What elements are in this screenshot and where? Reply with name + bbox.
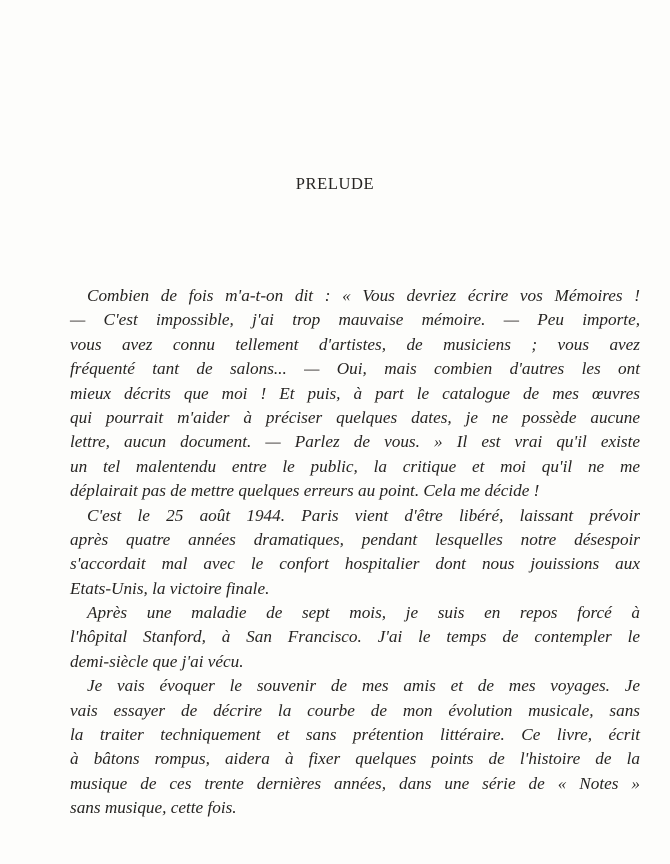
text-line: Combien de fois m'a-t-on dit : « Vous devriez écrire vos Mémoires ! [87,286,640,305]
text-line: à bâtons rompus, aidera à fixer quelques points de l'histoire de la [70,749,640,769]
text-line: Après une maladie de sept mois, je suis en repos forcé à [87,603,640,623]
text-line: après quatre années dramatiques, pendant lesquelles notre désespoir [70,529,640,549]
text-line: Je vais évoquer le souvenir de mes amis et de mes voyages. Je [87,676,640,696]
text-line: qui pourrait m'aider à préciser quelques dates, je ne possède aucune [70,407,640,427]
text-line: déplairait pas de mettre quelques erreurs au point. Cela me décide ! [70,481,540,501]
text-line: s'accordait mal avec le confort hospitalier dont nous jouissions aux [70,554,640,574]
paragraph [70,284,640,504]
text-line: sans musique, cette fois. [70,798,237,818]
text-line: C'est le 25 août 1944. Paris vient d'être libéré, laissant prévoir [87,505,640,525]
text-line: mieux décrits que moi ! Et puis, à part le catalogue de mes œuvres [70,383,640,403]
text-line: l'hôpital Stanford, à San Francisco. J'ai le temps de contempler le [70,627,640,647]
text-line: la traiter techniquement et sans prétention littéraire. Ce livre, écrit [70,725,640,745]
text-line: fréquenté tant de salons... — Oui, mais combien d'autres les ont [70,359,640,379]
text-line: lettre, aucun document. — Parlez de vous. » Il est vrai qu'il existe [70,432,640,452]
text-line: un tel malentendu entre le public, la critique et moi qu'il ne me [70,456,640,476]
paragraph [70,674,640,820]
chapter-title: PRELUDE [295,174,375,193]
body-text [70,284,640,821]
paragraph [70,601,640,674]
text-line: musique de ces trente dernières années, dans une série de « Notes » [70,773,640,793]
text-line: — C'est impossible, j'ai trop mauvaise mémoire. — Peu importe, [70,310,640,330]
text-line: vous avez connu tellement d'artistes, de musiciens ; vous avez [70,334,640,354]
text-line: Etats-Unis, la victoire finale. [70,578,270,598]
text-line: vais essayer de décrire la courbe de mon évolution musicale, sans [70,700,640,720]
paragraph [70,504,640,602]
text-line: demi-siècle que j'ai vécu. [70,651,244,671]
